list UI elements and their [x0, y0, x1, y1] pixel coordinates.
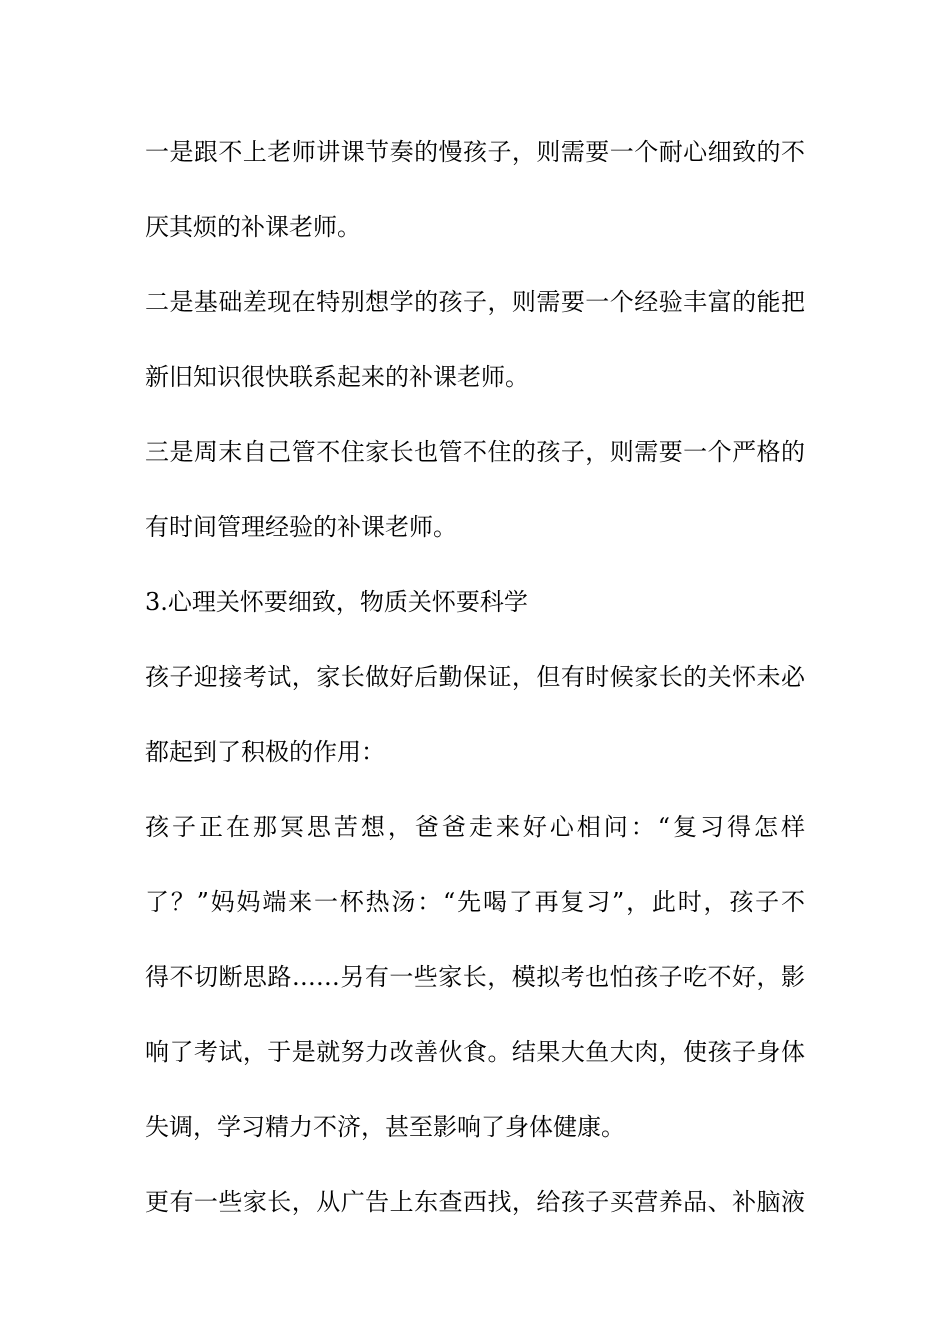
section-heading: 3.心理关怀要细致，物质关怀要科学	[145, 588, 528, 616]
paragraph-line: 失调，学习精力不济，甚至影响了身体健康。	[145, 1113, 625, 1141]
paragraph-line: 得不切断思路……另有一些家长，模拟考也怕孩子吃不好，影	[145, 963, 805, 991]
paragraph-line: 一是跟不上老师讲课节奏的慢孩子，则需要一个耐心细致的不	[145, 138, 805, 166]
paragraph-line: 更有一些家长，从广告上东查西找，给孩子买营养品、补脑液	[145, 1188, 805, 1216]
paragraph-line: 三是周末自己管不住家长也管不住的孩子，则需要一个严格的	[145, 438, 805, 466]
paragraph-line: 响了考试，于是就努力改善伙食。结果大鱼大肉，使孩子身体	[145, 1038, 805, 1066]
paragraph-line: 都起到了积极的作用：	[145, 738, 385, 766]
paragraph-line: 厌其烦的补课老师。	[145, 213, 361, 241]
paragraph-line: 孩子正在那冥思苦想，爸爸走来好心相问：“复习得怎样	[145, 813, 805, 841]
paragraph-line: 了？”妈妈端来一杯热汤：“先喝了再复习”，此时，孩子不	[145, 888, 805, 916]
paragraph-line: 孩子迎接考试，家长做好后勤保证，但有时候家长的关怀未必	[145, 663, 805, 691]
paragraph-line: 有时间管理经验的补课老师。	[145, 513, 457, 541]
paragraph-line: 二是基础差现在特别想学的孩子，则需要一个经验丰富的能把	[145, 288, 805, 316]
paragraph-line: 新旧知识很快联系起来的补课老师。	[145, 363, 529, 391]
